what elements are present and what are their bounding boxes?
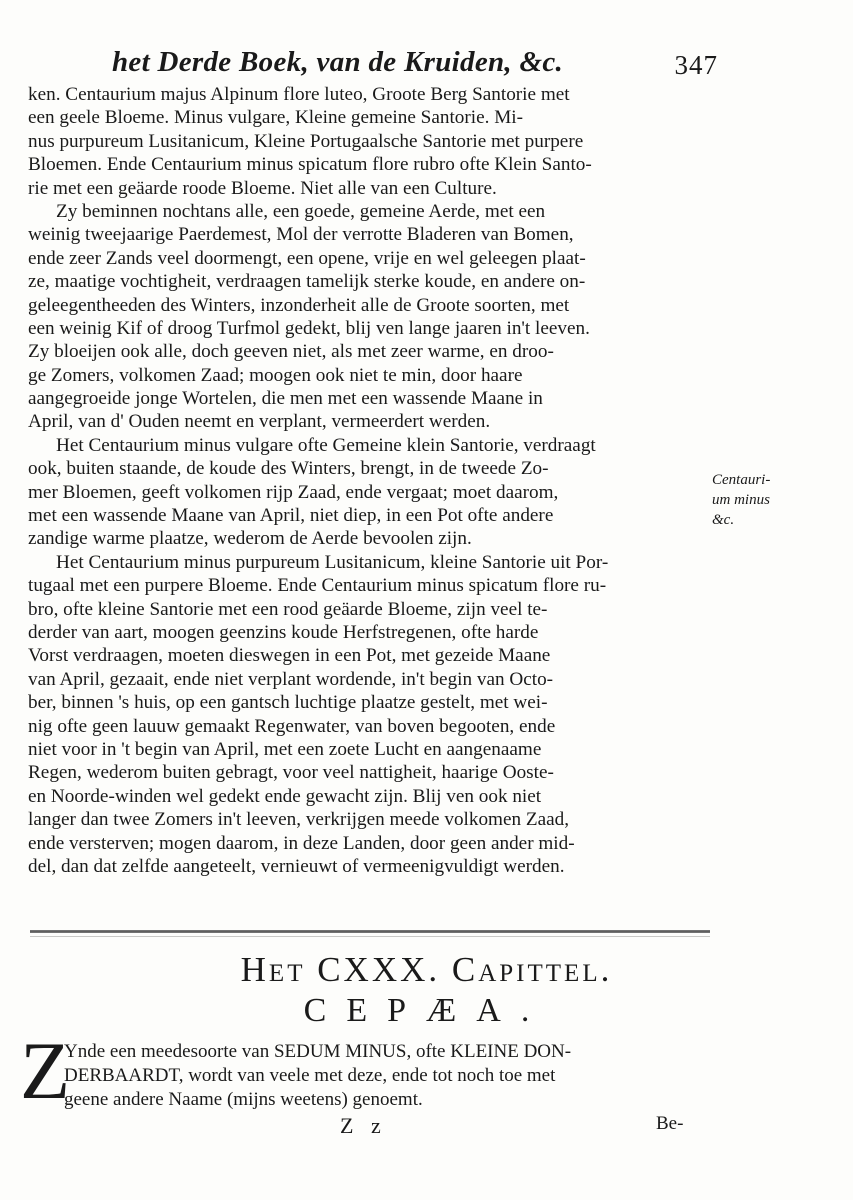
text-line: Zy bloeijen ook alle, doch geeven niet, als met zeer warme, en droo- — [28, 341, 554, 363]
running-title: het Derde Boek, van de Kruiden, &c. — [112, 46, 564, 78]
signature-mark: Z z — [340, 1113, 387, 1138]
text-line: niet voor in 't begin van April, met een zoete Lucht en aangenaame — [28, 738, 542, 760]
text-line: nus purpureum Lusitanicum, Kleine Portugaalsche Santorie met purpere — [28, 130, 584, 152]
chapter-title: CEPÆA. — [303, 992, 550, 1029]
text-line: rie met een geäarde roode Bloeme. Niet alle van een Culture. — [28, 177, 497, 199]
margin-note-line: um minus — [712, 492, 770, 508]
text-line: met een wassende Maane van April, niet diep, in een Pot ofte andere — [28, 505, 554, 527]
text-line: derder van aart, moogen geenzins koude Herfstregenen, ofte harde — [28, 621, 539, 643]
text-line: aangegroeide jonge Wortelen, die men met een wassende Maane in — [28, 388, 543, 410]
intro-line: geene andere Naame (mijns weetens) genoemt. — [64, 1089, 423, 1110]
text-line: geleegentheeden des Winters, inzonderheit alle de Groote soorten, met — [28, 294, 570, 316]
text-line: Zy beminnen nochtans alle, een goede, gemeine Aerde, met een — [56, 200, 546, 222]
text-line: Het Centaurium minus vulgare ofte Gemeine klein Santorie, verdraagt — [56, 434, 596, 456]
text-line: zandige warme plaatze, wederom de Aerde bevoolen zijn. — [28, 528, 472, 550]
text-line: mer Bloemen, geeft volkomen rijp Zaad, ende vergaat; moet daarom, — [28, 481, 559, 503]
drop-cap: Z — [20, 1025, 71, 1116]
text-line: ber, binnen 's huis, op een gantsch luchtige plaatze gestelt, met wei- — [28, 692, 548, 714]
text-line: del, dan dat zelfde aangeteelt, vernieuwt of vermeenigvuldigt werden. — [28, 855, 565, 877]
text-line: ken. Centaurium majus Alpinum flore luteo, Groote Berg Santorie met — [28, 84, 570, 105]
text-line: April, van d' Ouden neemt en verplant, vermeerdert werden. — [28, 411, 491, 433]
text-line: Bloemen. Ende Centaurium minus spicatum flore rubro ofte Klein Santo- — [28, 154, 592, 176]
catchword: Be- — [656, 1113, 684, 1134]
text-line: ze, maatige vochtigheit, verdraagen tamelijk sterke koude, en andere on- — [28, 271, 586, 293]
text-line: nig ofte geen lauuw gemaakt Regenwater, van boven begooten, ende — [28, 715, 556, 737]
text-line: ende versterven; mogen daarom, in deze Landen, door geen ander mid- — [28, 832, 575, 854]
text-line: tugaal met een purpere Bloeme. Ende Centaurium minus spicatum flore ru- — [28, 575, 607, 597]
margin-note-line: Centauri- — [712, 472, 771, 488]
intro-text — [64, 1040, 704, 1112]
text-line: ende zeer Zands veel doormengt, een opene, vrije en wel geleegen plaat- — [28, 247, 586, 269]
text-line: een weinig Kif of droog Turfmol gedekt, blij ven lange jaaren in't leeven. — [28, 317, 590, 339]
section-rule-shadow — [30, 936, 710, 937]
text-line: ook, buiten staande, de koude des Winters, brengt, in de tweede Zo- — [28, 458, 549, 480]
margin-note — [712, 470, 832, 530]
intro-line: Ynde een meedesoorte van SEDUM MINUS, ofte KLEINE DON- — [64, 1041, 572, 1062]
section-rule — [30, 930, 710, 933]
text-line: bro, ofte kleine Santorie met een rood geäarde Bloeme, zijn veel te- — [28, 598, 548, 620]
text-line: ge Zomers, volkomen Zaad; moogen ook niet te min, door haare — [28, 364, 523, 386]
text-line: van April, gezaait, ende niet verplant wordende, in't begin van Octo- — [28, 668, 554, 690]
text-line: een geele Bloeme. Minus vulgare, Kleine gemeine Santorie. Mi- — [28, 107, 523, 129]
text-line: weinig tweejaarige Paerdemest, Mol der verrotte Bladeren van Bomen, — [28, 224, 574, 246]
body-text — [28, 83, 708, 878]
text-line: langer dan twee Zomers in't leeven, verkrijgen meede volkomen Zaad, — [28, 809, 570, 831]
text-line: en Noorde-winden wel gedekt ende gewacht zijn. Blij ven ook niet — [28, 785, 542, 807]
chapter-heading: Het CXXX. Capittel. — [240, 950, 613, 989]
running-head — [112, 38, 732, 82]
intro-line: DERBAARDT, wordt van veele met deze, ende tot noch toe met — [64, 1065, 556, 1086]
text-line: Het Centaurium minus purpureum Lusitanicum, kleine Santorie uit Por- — [56, 551, 609, 573]
text-line: Regen, wederom buiten gebragt, voor veel nattigheit, haarige Ooste- — [28, 762, 554, 784]
text-line: Vorst verdraagen, moeten dieswegen in een Pot, met gezeide Maane — [28, 645, 551, 667]
margin-note-line: &c. — [712, 512, 735, 528]
page-number: 347 — [674, 50, 718, 80]
